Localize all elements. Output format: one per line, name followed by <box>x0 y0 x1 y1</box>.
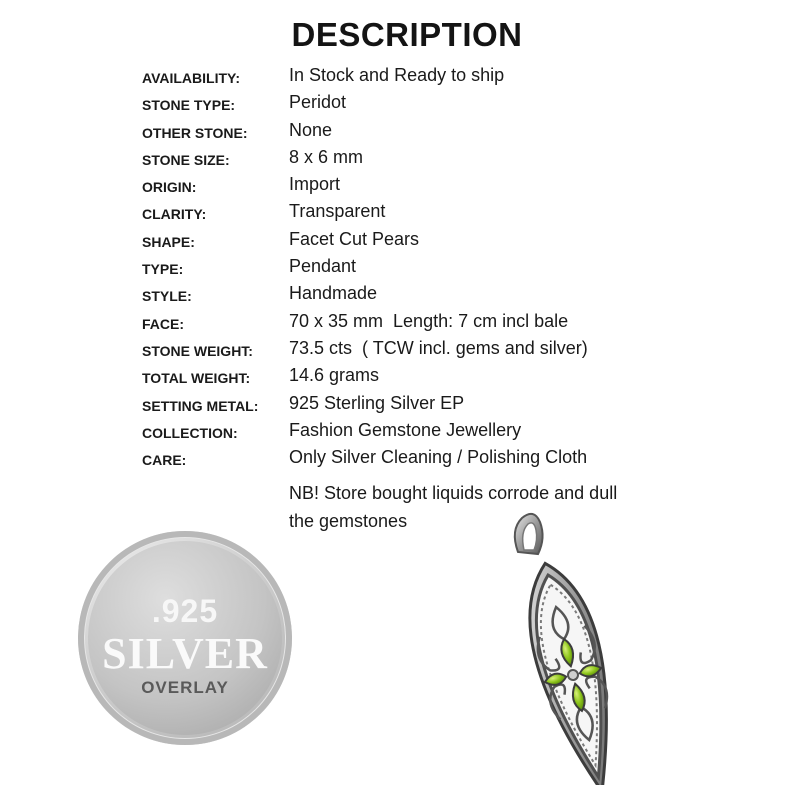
spec-value: None <box>289 119 333 140</box>
spec-value: Peridot <box>289 92 347 113</box>
spec-label: CLARITY: <box>142 206 207 223</box>
badge-silver-text: SILVER <box>102 629 268 678</box>
badge-overlay-text: OVERLAY <box>141 678 229 697</box>
spec-label: TYPE: <box>142 261 184 278</box>
spec-label: AVAILABILITY: <box>142 70 240 86</box>
care-note-line: NB! Store bought liquids corrode and dull <box>289 483 618 503</box>
spec-value: Fashion Gemstone Jewellery <box>289 419 522 440</box>
spec-row-style <box>142 281 702 308</box>
spec-value: Pendant <box>289 256 357 277</box>
spec-label: STONE WEIGHT: <box>142 342 253 359</box>
spec-value: Import <box>289 174 341 195</box>
spec-row-stone-size <box>142 145 702 172</box>
spec-value: In Stock and Ready to ship <box>289 65 505 85</box>
spec-label: STONE TYPE: <box>142 97 236 114</box>
spec-label: ORIGIN: <box>142 179 197 196</box>
spec-row-origin <box>142 172 702 199</box>
spec-value: Facet Cut Pears <box>289 228 420 249</box>
spec-value: Transparent <box>289 201 386 222</box>
spec-row-face <box>142 309 702 336</box>
spec-row-clarity <box>142 199 702 226</box>
spec-value: 73.5 cts ( TCW incl. gems and silver) <box>289 337 588 358</box>
spec-row-other-stone <box>142 118 702 145</box>
spec-label: STYLE: <box>142 288 192 305</box>
spec-label: FACE: <box>142 315 184 332</box>
spec-value: 14.6 grams <box>289 365 380 386</box>
silver-overlay-badge <box>78 531 292 745</box>
spec-label: SETTING METAL: <box>142 397 259 414</box>
spec-row-stone-type <box>142 90 702 117</box>
page-title: DESCRIPTION <box>291 16 523 53</box>
spec-label: STONE SIZE: <box>142 151 230 168</box>
spec-label: OTHER STONE: <box>142 124 248 141</box>
spec-label: COLLECTION: <box>142 424 238 441</box>
spec-label: CARE: <box>142 452 187 469</box>
spec-row-total-weight <box>142 363 702 390</box>
spec-value: Only Silver Cleaning / Polishing Cloth <box>289 447 588 468</box>
spec-row-availability <box>142 63 702 90</box>
spec-label: TOTAL WEIGHT: <box>142 370 251 387</box>
spec-value: 925 Sterling Silver EP <box>289 392 465 413</box>
spec-row-stone-weight <box>142 336 702 363</box>
spec-row-setting-metal <box>142 391 702 418</box>
spec-value: Handmade <box>289 283 378 304</box>
spec-label: SHAPE: <box>142 233 195 250</box>
spec-row-type <box>142 254 702 281</box>
spec-row-care <box>142 445 702 472</box>
badge-925-text: .925 <box>151 593 219 629</box>
spec-row-collection <box>142 418 702 445</box>
care-note-line: the gemstones <box>289 511 408 531</box>
pendant-image <box>488 510 658 785</box>
spec-list <box>142 63 702 472</box>
spec-row-shape <box>142 227 702 254</box>
spec-value: 70 x 35 mm Length: 7 cm incl bale <box>289 310 569 331</box>
spec-value: 8 x 6 mm <box>289 146 364 167</box>
